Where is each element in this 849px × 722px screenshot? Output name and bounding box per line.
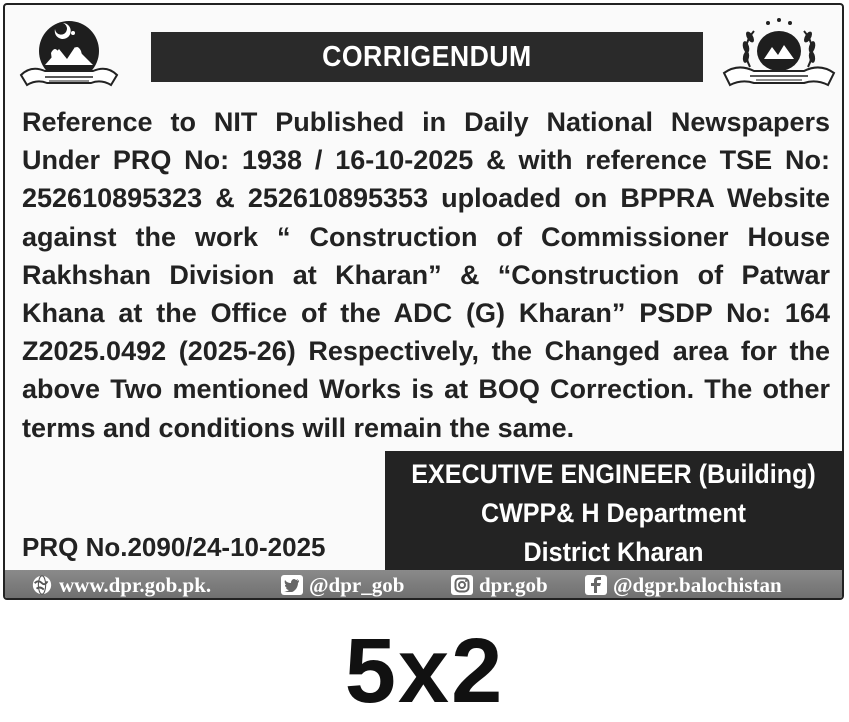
twitter-icon [281,575,303,595]
body-paragraph: Reference to NIT Published in Daily National Newspapers Under PRQ No: 1938 / 16-10-2025 & with reference TSE No: 252610895323 & 252610895353 uploaded on BPPRA Website against the work “ Construction of Commissioner House Rakhshan Division at Kharan” & “Construction of Patwar Khana at the Office of the ADC (G) Kharan” PSDP No: 164 Z2025.0492 (2025-26) Respectively, the Changed area for the above Two mentioned Works is at BOQ Correction. The other terms and conditions will remain the same. [22,107,830,443]
balochistan-emblem-logo [15,13,123,97]
footer-bar [5,570,842,600]
corrigendum-body [22,103,830,447]
prq-number: PRQ No.2090/24-10-2025 [22,532,326,562]
footer-facebook[interactable] [585,573,782,598]
signature-department: CWPP& H Department [480,498,747,528]
facebook-handle: @dgpr.balochistan [613,572,782,597]
footer-twitter[interactable] [281,573,404,598]
website-link: www.dpr.gob.pk. [59,572,212,597]
title-bar [151,32,703,82]
ad-size-label: 5x2 [344,620,505,722]
facebook-icon [585,575,607,595]
advertisement-frame [3,3,844,600]
page-title: CORRIGENDUM [322,40,532,73]
twitter-handle: @dpr_gob [309,572,405,597]
signature-designation: EXECUTIVE ENGINEER (Building) [411,459,816,489]
footer-instagram[interactable] [451,573,548,598]
instagram-icon [451,575,473,595]
signature-district: District Kharan [523,537,704,567]
department-wreath-logo [720,13,838,97]
footer-website[interactable] [31,573,211,598]
signature-box [385,451,842,571]
globe-icon [31,575,53,595]
instagram-handle: dpr.gob [479,572,548,597]
